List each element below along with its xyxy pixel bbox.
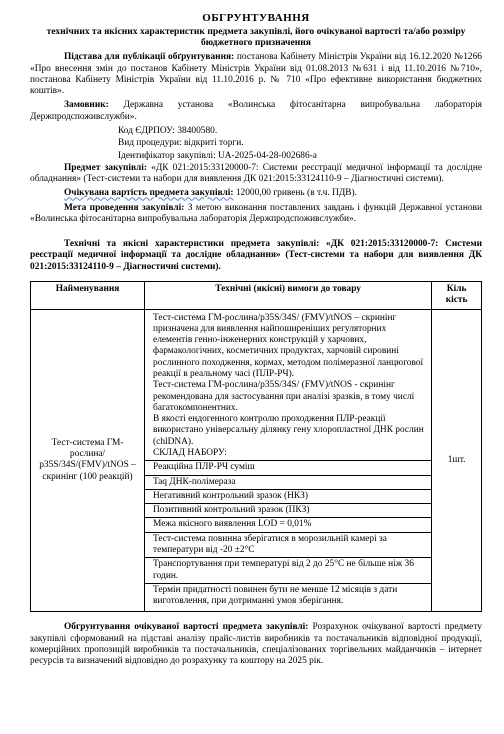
basis-paragraph: [30, 52, 482, 97]
section-heading: Технічні та якісні характеристики предмета закупівлі: «ДК 021:2015:33120000-7: Системи реєстрації медичної інформації та дослідне обладнання» (Тест-системи та набори для виявлення ДК 021:2015:33124110-9 – Діагностичні системи).: [30, 239, 482, 272]
cost-justification-text: Розрахунок очікуваної вартості предмету закупівлі сформований на підставі аналізу прайс-листів виробників та постачальників відповідної продукції, комерційних пропозицій виробників та постачальників, спеціалізованих торгівельних майданчиків – інтернет ресурсів та визначений відповідно до розрахунку та коштору на 2025 рік.: [30, 622, 482, 667]
table-header-row: [31, 282, 482, 310]
document-page: [30, 12, 482, 670]
kit-composition-title: СКЛАД НАБОРУ:: [153, 447, 227, 458]
transport-requirement: Транспортування при температурі від 2 до 25°С не більше ніж 36 годин.: [145, 557, 431, 582]
subject-text: «ДК 021:2015:33120000-7: Системи реєстрації медичної інформації та дослідне обладнання» (Тест-системи та набори для виявлення ДК 021:2015:33124110-9 – Діагностичні системи).: [30, 162, 483, 185]
subject-label: Предмет закупівлі:: [64, 162, 147, 173]
spec-endogenous-control: В якості ендогенного контролю проходження ПЛР-реакції використано універсальну ділянку гену хлоропластної ДНК рослин (chlDNA).: [153, 414, 424, 447]
document-title: ОБГРУНТУВАННЯ: [202, 12, 310, 24]
kit-item: Позитивний контрольний зразок (ПКЗ): [145, 503, 431, 516]
subject-paragraph: [30, 163, 482, 186]
document-subtitle: технічних та якісних характеристик предмета закупівлі, його очікуваної вартості та/або розміру бюджетного призначення: [46, 26, 466, 49]
expected-value-paragraph: [30, 188, 482, 199]
spec-description: Тест-система ГМ-рослина/р35S/34S/ (FMV)/tNOS – скринінг призначена для виявлення найпоширеніших регуляторних елементів генно-інженерних конструкцій у харчових, фармакологічних, косметичних продуктах, харчовій сировині рослинного походження, кормах, методом полімеразної ланцюгової реакції в реальному часі (ПЛР-РЧ).: [153, 312, 424, 379]
requirements-cell: [145, 309, 432, 612]
column-header-quantity: Кіль кість: [432, 282, 482, 310]
cost-justification-paragraph: [30, 622, 482, 667]
kit-item: Межа якісного виявлення LOD = 0,01%: [145, 517, 431, 530]
column-header-requirements: Технічні (якісні) вимоги до товару: [145, 282, 432, 310]
expected-value-text: 12000,00 гривень (в т.ч. ПДВ).: [233, 188, 357, 199]
column-header-name: Найменування: [31, 282, 145, 310]
kit-item: Taq ДНК-полімераза: [145, 475, 431, 488]
basis-label: Підстава для публікації обґрунтування:: [64, 52, 235, 63]
shelf-life-requirement: Термін придатності повинен бути не менше 12 місяців з дати виготовлення, при дотриманні умов зберігання.: [145, 583, 431, 608]
storage-requirement: Тест-система повинна зберігатися в морозильній камері за температури від -20 ±2°С: [145, 532, 431, 557]
customer-edrpou: Код ЄДРПОУ: 38400580.: [118, 125, 218, 136]
purpose-paragraph: [30, 203, 482, 226]
customer-text: Державна установа «Волинська фітосанітарна випробувальна лабораторія Держпродспоживслужби».: [30, 100, 482, 122]
procurement-procedure: Вид процедури: відкриті торги.: [118, 138, 244, 149]
kit-item: Реакційна ПЛР-РЧ суміш: [145, 460, 431, 473]
table-row: [31, 309, 482, 612]
cost-justification-label: Обгрунтування очікуваної вартості предмета закупівлі:: [64, 622, 309, 633]
specification-table: [30, 281, 482, 612]
customer-label: Замовник:: [64, 100, 109, 111]
customer-paragraph: [30, 100, 482, 123]
spec-recommendation: Тест-система ГМ-рослина/р35S/34S/ (FMV)/tNOS - скринінг рекомендована для застосування при аналізі зразків, в тому числі багатокомпонентних.: [153, 380, 415, 413]
kit-item: Негативний контрольний зразок (НКЗ): [145, 489, 431, 502]
expected-value-label: Очікувана вартість предмета закупівлі:: [64, 188, 234, 199]
basis-text: постанова Кабінету Міністрів України від 16.12.2020 №1266 «Про внесення змін до постанов Кабінету Міністрів України від 01.08.2013 №631 і від 11.10.2016 №710», постанова Кабінету Міністрів України від 11.10.2016 р. № 710 «Про ефективне використання бюджетних коштів».: [30, 52, 482, 97]
product-name-cell: Тест-система ГМ-рослина/р35S/34S/(FMV)/tNOS – скринінг (100 реакцій): [31, 309, 145, 612]
purpose-text: З метою виконання поставлених завдань і функцій Державної установи «Волинська фітосанітарна випробувальна лабораторія Держпродспоживслужби».: [30, 202, 482, 224]
procurement-id: Ідентифікатор закупівлі: UA-2025-04-28-002686-a: [118, 150, 317, 161]
quantity-cell: 1шт.: [432, 309, 482, 612]
purpose-label: Мета проведення закупівлі:: [64, 202, 185, 213]
